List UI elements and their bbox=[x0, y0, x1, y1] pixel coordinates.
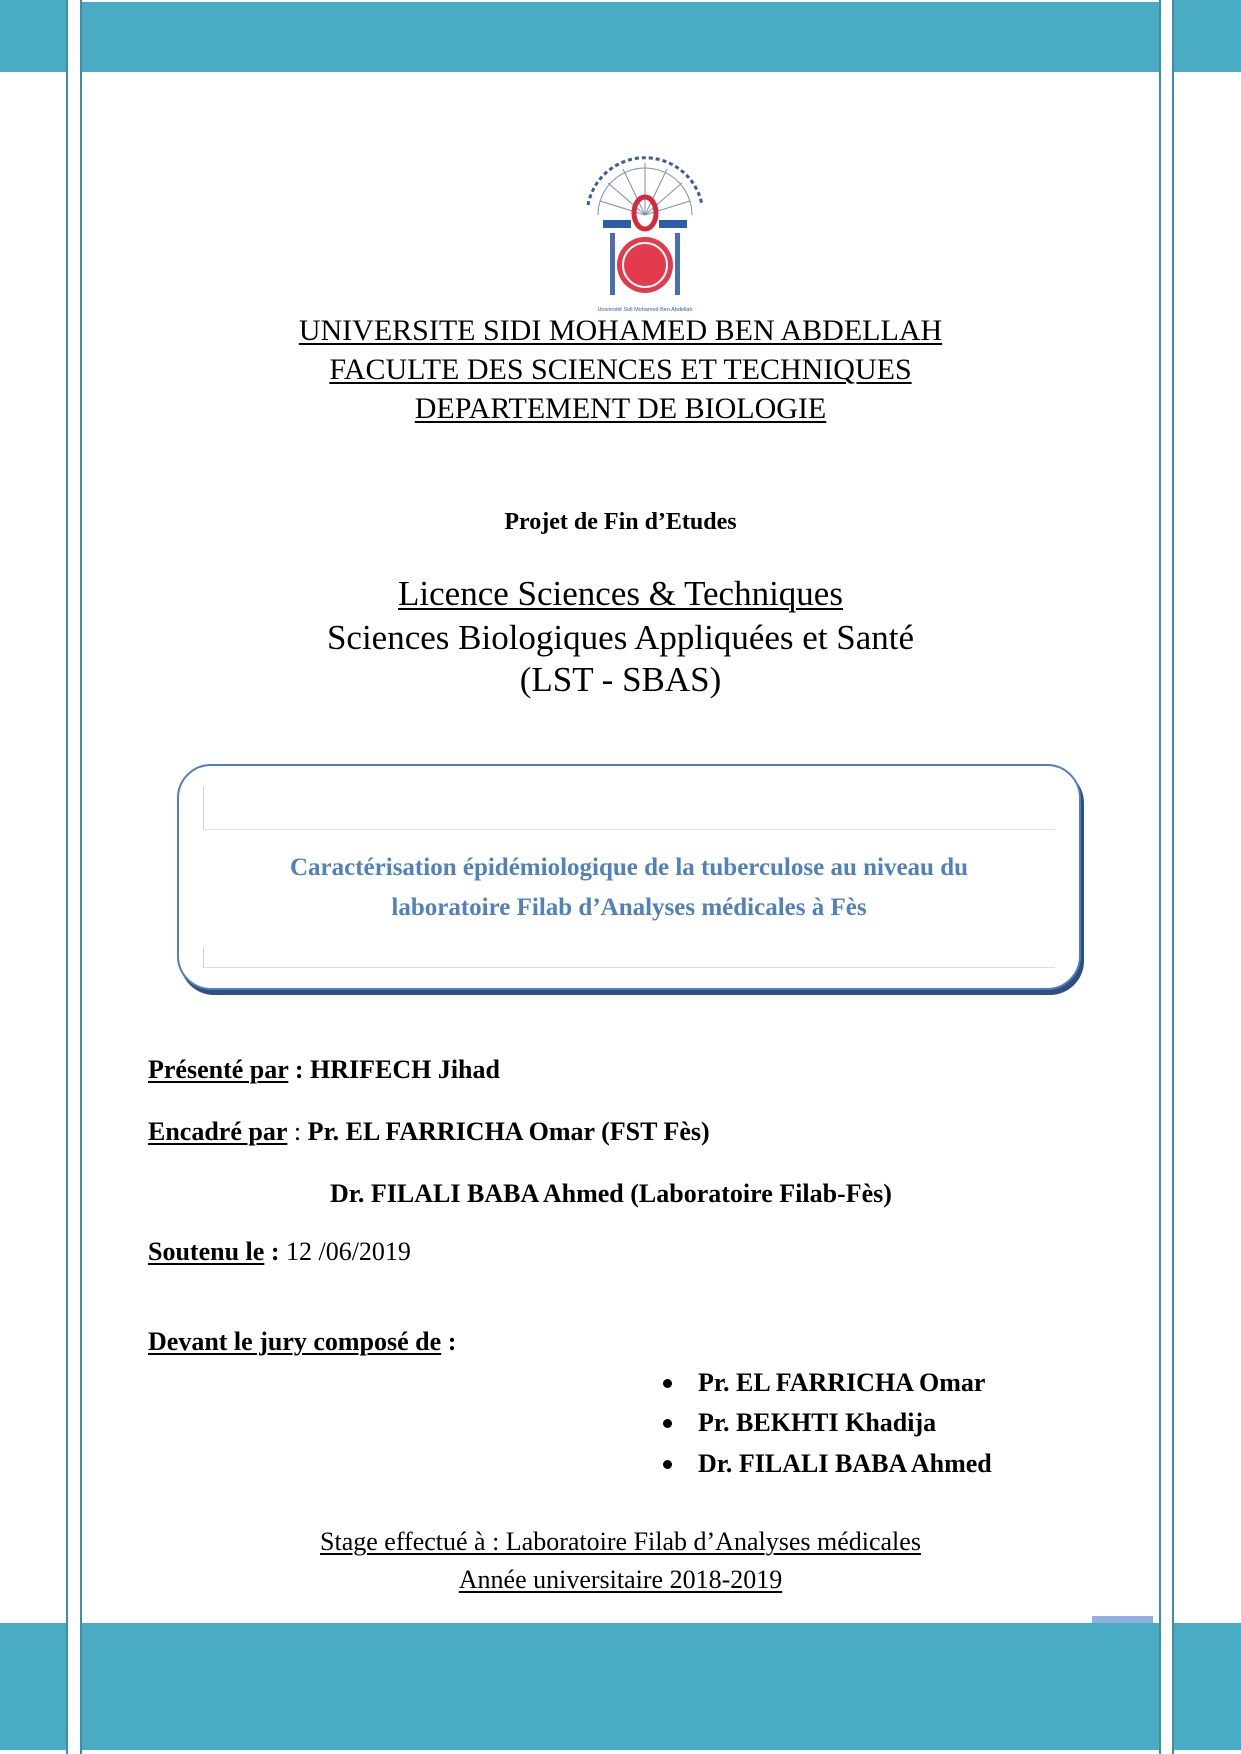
corner-tab bbox=[1092, 1616, 1153, 1623]
defense-date: Soutenu le : 12 /06/2019 bbox=[148, 1237, 411, 1266]
bullet-icon bbox=[663, 1460, 672, 1469]
supervisor-1: Pr. EL FARRICHA Omar (FST Fès) bbox=[307, 1117, 710, 1146]
degree-line-2: Sciences Biologiques Appliquées et Santé bbox=[326, 618, 915, 657]
degree-line-3: (LST - SBAS) bbox=[519, 660, 722, 699]
logo-sunburst bbox=[598, 163, 692, 215]
top-band-left bbox=[0, 0, 67, 72]
university-logo bbox=[578, 145, 712, 313]
thesis-title-line-2: laboratoire Filab d’Analyses médicales à Fès bbox=[391, 894, 867, 921]
degree-line-1: Licence Sciences & Techniques bbox=[398, 574, 843, 613]
thesis-title-box bbox=[177, 764, 1081, 990]
bottom-band-left bbox=[0, 1623, 67, 1750]
right-border-inner bbox=[1159, 0, 1161, 1754]
student-name: HRIFECH Jihad bbox=[309, 1055, 500, 1084]
faculty-name: FACULTE DES SCIENCES ET TECHNIQUES bbox=[329, 353, 912, 386]
presented-by: Présenté par : HRIFECH Jihad bbox=[148, 1055, 500, 1084]
internship-location: Stage effectué à : Laboratoire Filab d’Analyses médicales bbox=[320, 1527, 921, 1556]
department-name: DEPARTEMENT DE BIOLOGIE bbox=[414, 392, 827, 425]
jury-member: Dr. FILALI BABA Ahmed bbox=[698, 1449, 992, 1478]
left-border-inner bbox=[80, 0, 82, 1754]
jury-member: Pr. EL FARRICHA Omar bbox=[698, 1368, 986, 1397]
thesis-title-line-1: Caractérisation épidémiologique de la tuberculose au niveau du bbox=[289, 854, 969, 881]
bottom-band-right bbox=[1173, 1623, 1241, 1750]
right-border-outer bbox=[1172, 0, 1174, 1754]
jury-member: Pr. BEKHTI Khadija bbox=[698, 1408, 937, 1437]
supervisor-2: Dr. FILALI BABA Ahmed (Laboratoire Filab-Fès) bbox=[330, 1179, 892, 1208]
top-band-right bbox=[1173, 0, 1241, 72]
academic-year: Année universitaire 2018-2019 bbox=[458, 1565, 783, 1594]
top-band bbox=[81, 2, 1160, 72]
logo-caption-latin: Université Sidi Mohamed Ben Abdellah bbox=[597, 307, 693, 313]
university-name: UNIVERSITE SIDI MOHAMED BEN ABDELLAH bbox=[298, 314, 943, 347]
thesis-title bbox=[179, 848, 1079, 928]
jury-label: Devant le jury composé de : bbox=[148, 1327, 457, 1356]
bottom-band bbox=[81, 1623, 1160, 1750]
bullet-icon bbox=[663, 1379, 672, 1388]
bullet-icon bbox=[663, 1419, 672, 1428]
supervised-by: Encadré par : Pr. EL FARRICHA Omar (FST Fès) bbox=[148, 1117, 710, 1146]
left-border-outer bbox=[66, 0, 68, 1754]
project-type: Projet de Fin d’Etudes bbox=[504, 509, 737, 535]
